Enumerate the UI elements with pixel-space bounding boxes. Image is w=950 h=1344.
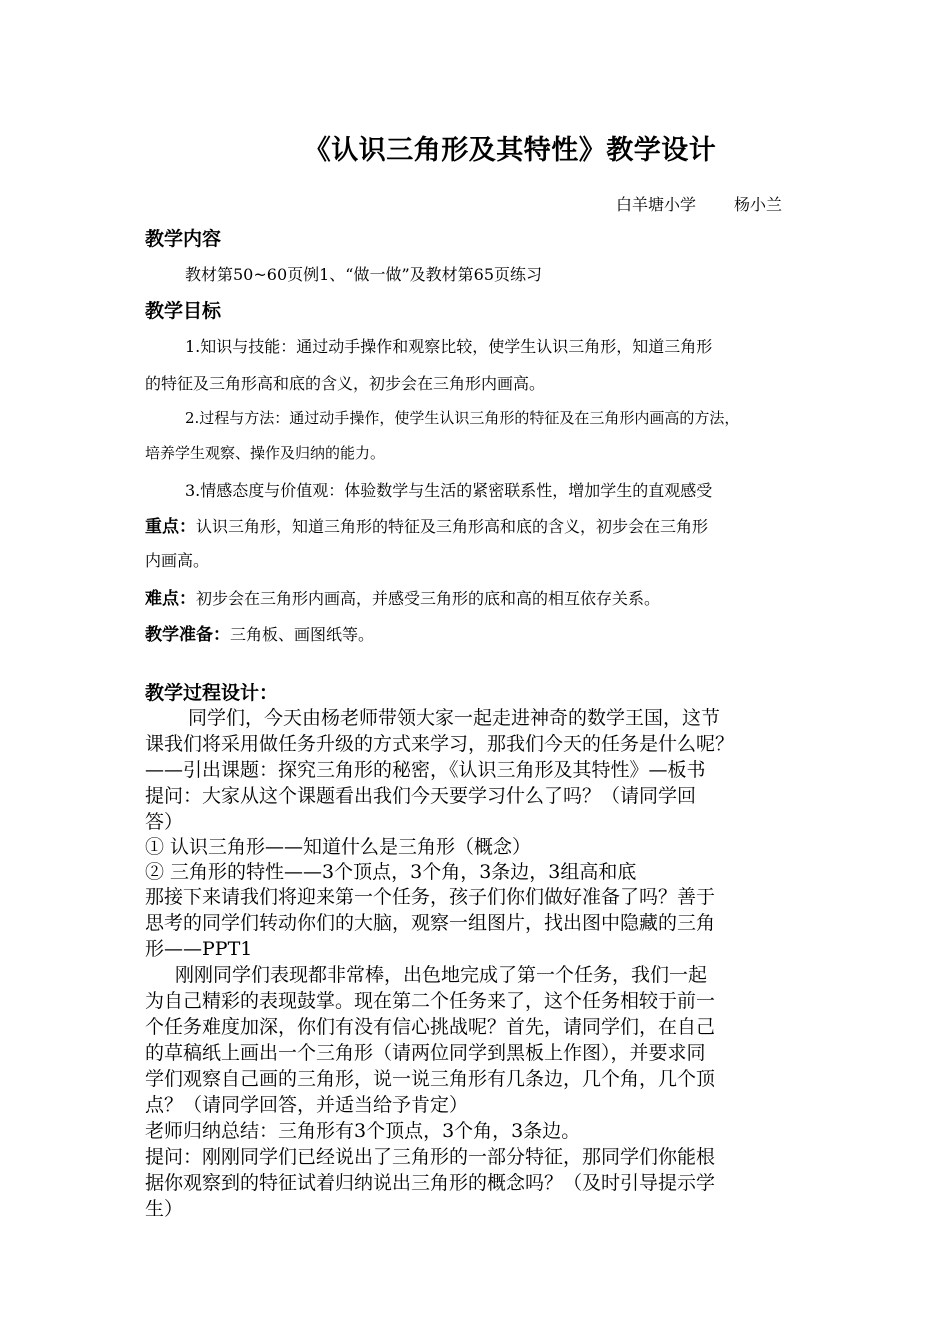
author-line <box>616 192 782 215</box>
difficulty-text: 初步会在三角形内画高，并感受三角形的底和高的相互依存关系。 <box>196 589 661 608</box>
key-point-label: 重点： <box>145 517 196 537</box>
process-line: 学们观察自己画的三角形，说一说三角形有几条边，几个角，几个顶 <box>145 1068 716 1090</box>
key-point-text: 认识三角形，知道三角形的特征及三角形高和底的含义，初步会在三角形 <box>196 517 709 536</box>
key-point-line-1 <box>145 512 708 537</box>
process-line: 课我们将采用做任务升级的方式来学习，那我们今天的任务是什么呢？ <box>145 733 735 755</box>
process-line: 个任务难度加深，你们有没有信心挑战呢？首先，请同学们，在自己 <box>145 1016 716 1038</box>
difficulty-label: 难点： <box>145 589 196 609</box>
process-line: 提问：大家从这个课题看出我们今天要学习什么了吗？（请同学回 <box>145 785 697 807</box>
process-line: 形——PPT1 <box>145 938 253 960</box>
preparation-label: 教学准备： <box>145 625 230 645</box>
preparation-line <box>145 620 374 645</box>
process-line: 答） <box>145 811 184 833</box>
process-line: 同学们，今天由杨老师带领大家一起走进神奇的数学王国，这节 <box>188 707 721 729</box>
process-line: 那接下来请我们将迎来第一个任务，孩子们你们做好准备了吗？善于 <box>145 886 716 908</box>
goal-1-line-1: 1.知识与技能：通过动手操作和观察比较，使学生认识三角形，知道三角形 <box>185 337 713 356</box>
process-line: 据你观察到的特征试着归纳说出三角形的概念吗？（及时引导提示学 <box>145 1172 716 1194</box>
process-line: 的草稿纸上画出一个三角形（请两位同学到黑板上作图），并要求同 <box>145 1042 706 1064</box>
author-school: 白羊塘小学 <box>616 195 697 214</box>
process-line: 刚刚同学们表现都非常棒，出色地完成了第一个任务，我们一起 <box>175 964 708 986</box>
difficulty-line <box>145 584 660 609</box>
preparation-text: 三角板、画图纸等。 <box>230 625 375 644</box>
key-point-line-2: 内画高。 <box>145 551 210 570</box>
goal-3: 3.情感态度与价值观：体验数学与生活的紧密联系性，增加学生的直观感受 <box>185 481 713 500</box>
goals-heading: 教学目标 <box>145 300 222 322</box>
process-line: ② 三角形的特性——3个顶点，3个角，3条边，3组高和底 <box>145 861 637 883</box>
process-line: 提问：刚刚同学们已经说出了三角形的一部分特征，那同学们你能根 <box>145 1146 716 1168</box>
goal-2-line-1: 2.过程与方法：通过动手操作，使学生认识三角形的特征及在三角形内画高的方法， <box>185 409 740 427</box>
goal-2-line-2: 培养学生观察、操作及归纳的能力。 <box>145 444 386 462</box>
process-line: 点？（请同学回答，并适当给予肯定） <box>145 1094 469 1116</box>
content-heading: 教学内容 <box>145 228 222 250</box>
goal-1-line-2: 的特征及三角形高和底的含义，初步会在三角形内画高。 <box>145 374 546 393</box>
process-line: 生） <box>145 1198 184 1220</box>
process-line: 为自己精彩的表现鼓掌。现在第二个任务来了，这个任务相较于前一 <box>145 990 716 1012</box>
process-line: ① 认识三角形——知道什么是三角形（概念） <box>145 836 532 858</box>
author-name: 杨小兰 <box>734 195 783 214</box>
process-line: 老师归纳总结：三角形有3个顶点，3个角，3条边。 <box>145 1120 581 1142</box>
document-title: 《认识三角形及其特性》教学设计 <box>303 135 717 166</box>
process-heading: 教学过程设计： <box>145 682 279 704</box>
process-line: ——引出课题：探究三角形的秘密，《认识三角形及其特性》—板书 <box>145 759 706 781</box>
content-text: 教材第50~60页例1、“做一做”及教材第65页练习 <box>185 265 543 284</box>
process-line: 思考的同学们转动你们的大脑，观察一组图片，找出图中隐藏的三角 <box>145 912 716 934</box>
